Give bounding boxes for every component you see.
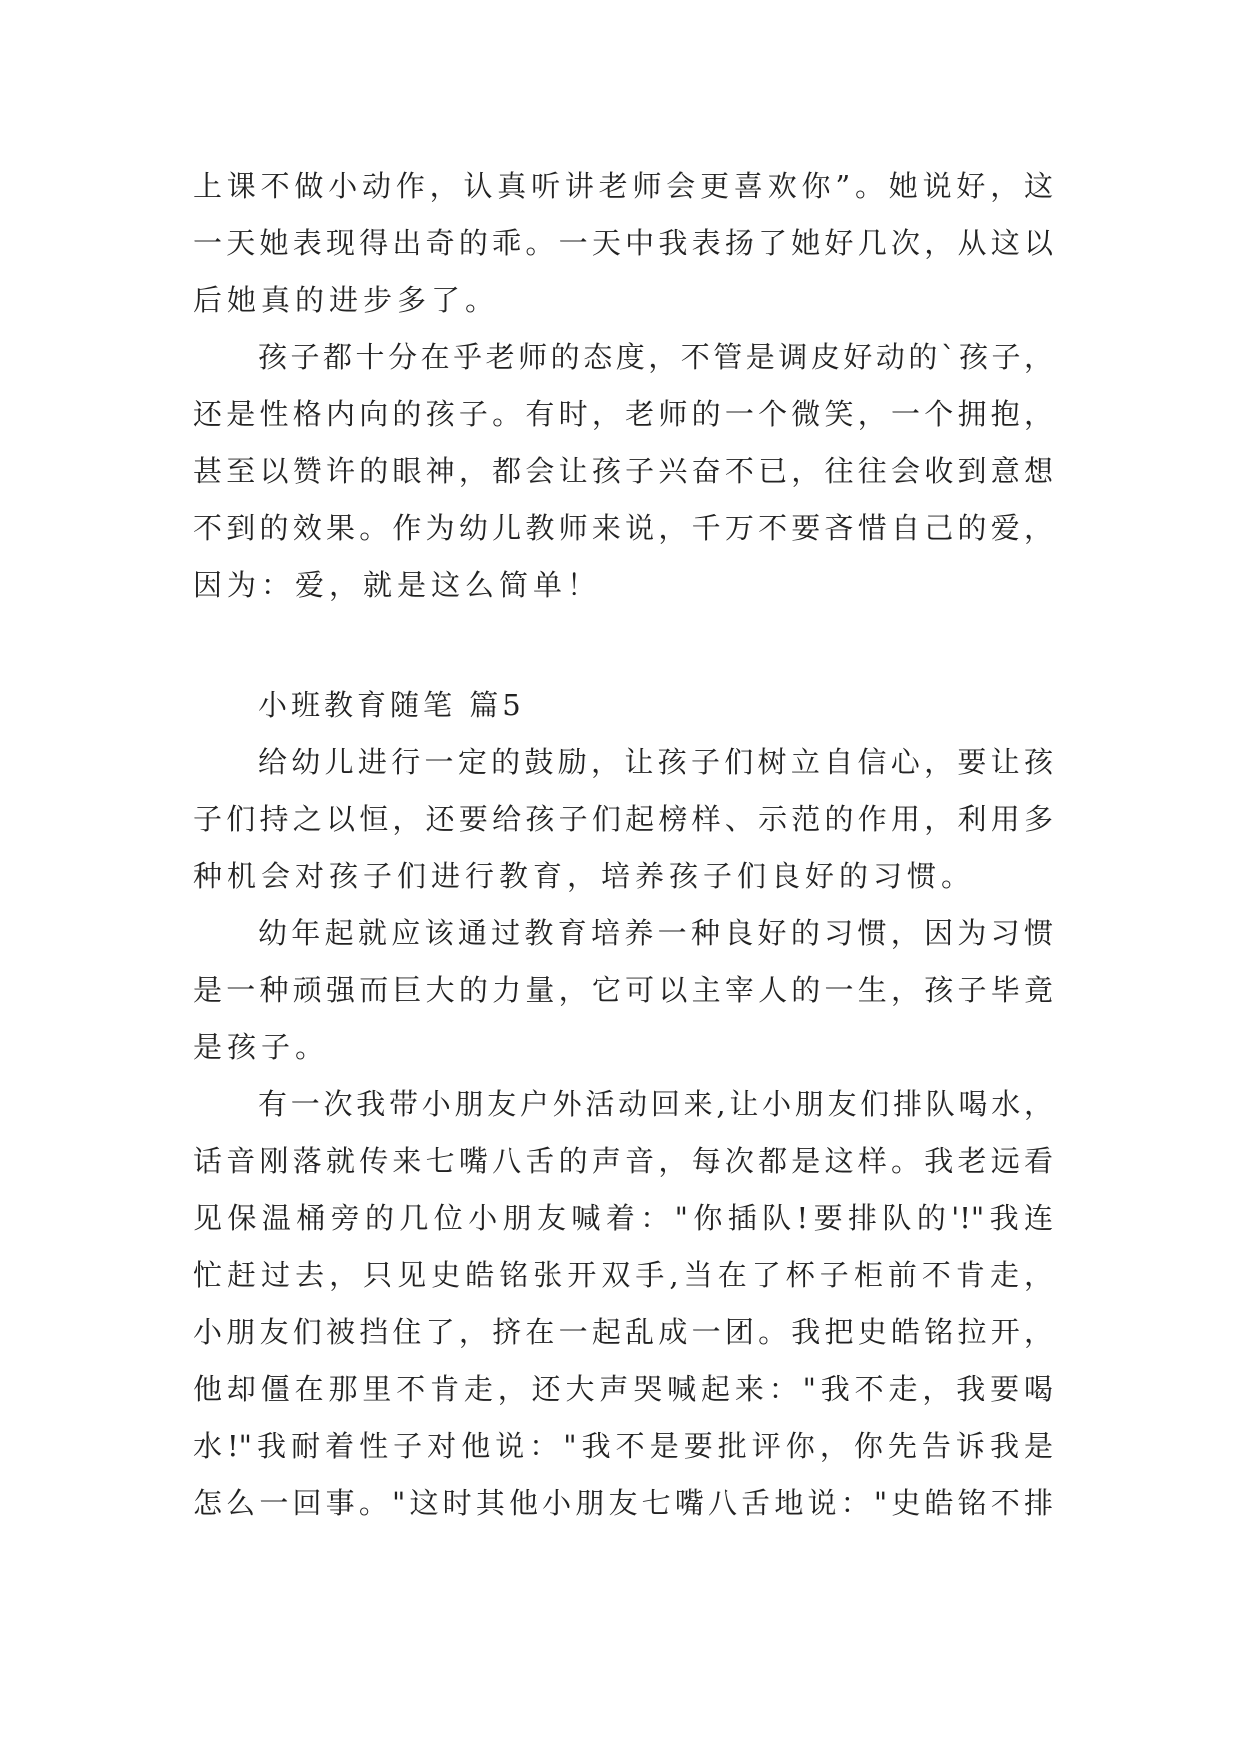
body-line: 话音刚落就传来七嘴八舌的声音，每次都是这样。我老远看 <box>193 1144 1053 1178</box>
body-line: 上课不做小动作，认真听讲老师会更喜欢你”。她说好，这 <box>193 169 1053 203</box>
body-line: 怎么一回事。"这时其他小朋友七嘴八舌地说："史皓铭不排 <box>193 1486 1053 1520</box>
body-line: 一天她表现得出奇的乖。一天中我表扬了她好几次，从这以 <box>193 226 1053 260</box>
body-line: 因为：爱，就是这么简单！ <box>193 568 602 602</box>
body-line: 甚至以赞许的眼神，都会让孩子兴奋不已，往往会收到意想 <box>193 454 1053 488</box>
body-line: 见保温桶旁的几位小朋友喊着："你插队!要排队的'!"我连 <box>193 1201 1053 1235</box>
body-line: 是孩子。 <box>193 1030 330 1064</box>
section-heading: 小班教育随笔 篇5 <box>258 688 525 722</box>
body-line: 子们持之以恒，还要给孩子们起榜样、示范的作用，利用多 <box>193 802 1053 836</box>
body-line: 有一次我带小朋友户外活动回来,让小朋友们排队喝水， <box>258 1087 1053 1121</box>
body-line: 给幼儿进行一定的鼓励，让孩子们树立自信心，要让孩 <box>258 745 1053 779</box>
body-line: 孩子都十分在乎老师的态度，不管是调皮好动的`孩子， <box>258 340 1053 374</box>
body-line: 他却僵在那里不肯走，还大声哭喊起来："我不走，我要喝 <box>193 1372 1053 1406</box>
body-line: 后她真的进步多了。 <box>193 283 500 317</box>
body-line: 是一种顽强而巨大的力量，它可以主宰人的一生，孩子毕竟 <box>193 973 1053 1007</box>
body-line: 种机会对孩子们进行教育，培养孩子们良好的习惯。 <box>193 859 976 893</box>
body-line: 忙赶过去，只见史皓铭张开双手,当在了杯子柜前不肯走， <box>193 1258 1053 1292</box>
body-line: 不到的效果。作为幼儿教师来说，千万不要吝惜自己的爱， <box>193 511 1053 545</box>
body-line: 还是性格内向的孩子。有时，老师的一个微笑，一个拥抱， <box>193 397 1053 431</box>
body-line: 小朋友们被挡住了，挤在一起乱成一团。我把史皓铭拉开， <box>193 1315 1053 1349</box>
body-line: 幼年起就应该通过教育培养一种良好的习惯，因为习惯 <box>258 916 1053 950</box>
body-line: 水!"我耐着性子对他说："我不是要批评你，你先告诉我是 <box>193 1429 1053 1463</box>
